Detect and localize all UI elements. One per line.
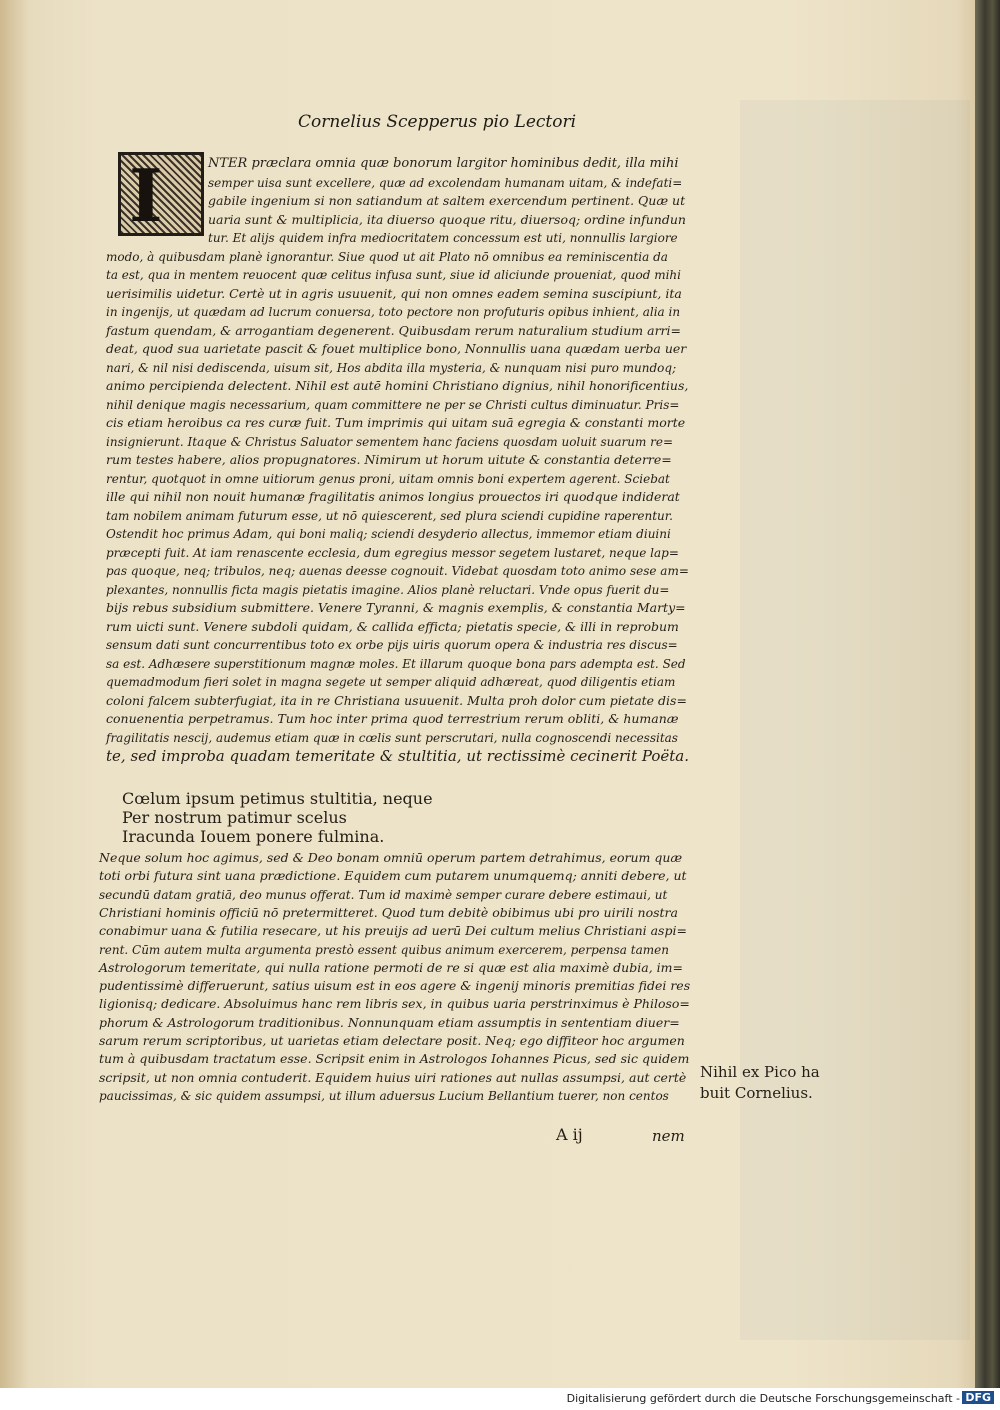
text-line: pas quoque, neq; tribulos, neq; auenas deesse cognouit. Videbat quosdam toto animo sese am= (106, 564, 689, 578)
text-line: rentur, quotquot in omne uitiorum genus proni, uitam omnis boni expertem agerent. Sciebat (106, 471, 670, 486)
margin-note (700, 1062, 820, 1104)
page-heading: Cornelius Scepperus pio Lectori (298, 112, 577, 132)
text-line: NTER præclara omnia quæ bonorum largitor hominibus dedit, illa mihi (208, 156, 679, 171)
text-line: modo, à quibusdam planè ignorantur. Siue quod ut ait Plato nō omnibus ea reminiscentia da (106, 249, 668, 264)
decorated-initial (118, 152, 204, 236)
text-line: Neque solum hoc agimus, sed & Deo bonam omniū operum partem detrahimus, eorum quæ (99, 850, 683, 865)
text-line: nihil denique magis necessarium, quam committere ne per se Christi cultus diminuatur. Pris= (106, 397, 680, 412)
text-line: conabimur uana & futilia resecare, ut his preuijs ad uerū Dei cultum melius Christiani aspi= (99, 923, 687, 939)
text-line: bijs rebus subsidium submittere. Venere Tyranni, & magnis exemplis, & constantia Marty= (106, 600, 686, 615)
text-line: pudentissimè differuerunt, satius uisum est in eos agere & ingenij minoris premitias fidei res (99, 978, 691, 994)
text-line: insignierunt. Itaque & Christus Saluator sementem hanc faciens quosdam uoluit suarum re= (106, 434, 674, 449)
initial-letter: I (129, 153, 163, 238)
text-line: conuenentia perpetramus. Tum hoc inter prima quod terrestrium rerum obliti, & humanæ (106, 711, 679, 726)
text-line: secundū datam gratiā, deo munus offerat. Tum id maximè semper curare debere estimaui, ut (99, 887, 668, 902)
signature-mark: A ij (556, 1125, 583, 1144)
margin-note-line: buit Cornelius. (700, 1084, 813, 1102)
text-line: tur. Et alijs quidem infra mediocritatem concessum est uti, nonnullis largiore (208, 231, 678, 245)
text-line: plexantes, nonnullis ficta magis pietatis imagine. Alios planè reluctari. Vnde opus fuerit du= (106, 582, 670, 597)
text-line: sarum rerum scriptoribus, ut uarietas etiam delectare posit. Neq; ego diffiteor hoc argumen (99, 1033, 685, 1048)
text-line: cis etiam heroibus ca res curæ fuit. Tum imprimis qui uitam suā egregia & constanti morte (106, 415, 686, 430)
catchword: nem (652, 1127, 685, 1145)
text-line: fastum quendam, & arrogantiam degenerent. Quibusdam rerum naturalium studium arri= (106, 322, 682, 338)
text-line: in ingenijs, ut quædam ad lucrum conuersa, toto pectore non profuturis opibus inhient, alia in (106, 305, 681, 319)
showthrough (740, 100, 970, 1340)
text-line: sensum dati sunt concurrentibus toto ex orbe pijs uiris quorum opera & industria res discus= (106, 638, 678, 652)
text-line: te, sed improba quadam temeritate & stultitia, ut rectissimè cecinerit Poëta. (106, 747, 690, 765)
verse-line: Per nostrum patimur scelus (122, 808, 347, 827)
text-line: rum uicti sunt. Venere subdoli quidam, & callida efficta; pietatis specie, & illi in reprobum (106, 618, 679, 634)
text-line: tum à quibusdam tractatum esse. Scripsit enim in Astrologos Iohannes Picus, sed sic quidem (99, 1051, 690, 1067)
text-line: toti orbi futura sint uana prædictione. Equidem cum putarem unumquemq; anniti debere, ut (99, 868, 687, 884)
text-line: fragilitatis nescij, audemus etiam quæ in cœlis sunt perscrutari, nulla cognoscendi necessitas (106, 730, 678, 745)
text-line: gabile ingenium si non satiandum at saltem exercendum pertinent. Quæ ut (208, 193, 686, 208)
book-spine (975, 0, 1000, 1388)
text-line: ille qui nihil non nouit humanæ fragilitatis animos longius prouectos iri quodque indiderat (106, 489, 680, 504)
text-line: paucissimas, & sic quidem assumpsi, ut illum aduersus Lucium Bellantium tuerer, non centos (99, 1088, 669, 1103)
verse-line: Iracunda Iouem ponere fulmina. (122, 827, 385, 846)
text-line: scripsit, ut non omnia contuderit. Equidem huius uiri rationes aut nullas assumpsi, aut certè (99, 1069, 687, 1085)
text-line: quemadmodum fieri solet in magna segete ut semper aliquid adhæreat, quod diligentis etiam (106, 675, 676, 689)
text-line: semper uisa sunt excellere, quæ ad excolendam humanam uitam, & indefati= (208, 175, 683, 190)
text-line: tam nobilem animam futurum esse, ut nō quiescerent, sed plura sciendi cupidine raperentur. (106, 508, 673, 523)
text-line: ligionisq; dedicare. Absoluimus hanc rem libris sex, in quibus uaria perstrinximus è Philoso= (99, 996, 690, 1012)
footer-credit: Digitalisierung gefördert durch die Deutsche Forschungsgemeinschaft - (566, 1392, 960, 1405)
text-line: deat, quod sua uarietate pascit & fouet multiplice bono, Nonnullis uana quædam uerba uer (106, 341, 687, 356)
text-line: rent. Cūm autem multa argumenta prestò essent quibus animum exercerem, perpensa tamen (99, 942, 669, 957)
text-line: animo percipienda delectent. Nihil est autē homini Christiano dignius, nihil honorificentius, (106, 378, 689, 393)
text-line: sa est. Adhæsere superstitionum magnæ moles. Et illarum quoque bona pars adempta est. Sed (106, 656, 686, 671)
text-line: Astrologorum temeritate, qui nulla ratione permoti de re si quæ est alia maximè dubia, im= (99, 959, 683, 975)
text-line: uerisimilis uidetur. Certè ut in agris usuuenit, qui non omnes eadem semina suscipiunt, ita (106, 285, 682, 301)
text-line: Christiani hominis officiū nō pretermitteret. Quod tum debitè obibimus ubi pro uirili nostra (99, 904, 678, 920)
text-line: nari, & nil nisi dediscenda, uisum sit, Hos abdita illa mysteria, & nunquam nisi puro mundoq; (106, 360, 677, 375)
text-line: uaria sunt & multiplicia, ita diuerso quoque ritu, diuersoq; ordine infundun (208, 211, 686, 227)
text-line: ta est, qua in mentem reuocent quæ celitus infusa sunt, siue id aliciunde proueniat, quod mihi (106, 268, 681, 282)
text-line: Ostendit hoc primus Adam, qui boni maliq; sciendi desyderio allectus, immemor etiam diuini (106, 527, 671, 541)
text-line: rum testes habere, alios propugnatores. Nimirum ut horum uitute & constantia deterre= (106, 452, 672, 467)
text-line: coloni falcem subterfugiat, ita in re Christiana usuuenit. Multa proh dolor cum pietate dis= (106, 692, 687, 708)
dfg-logo: DFG (962, 1391, 994, 1404)
text-line: phorum & Astrologorum traditionibus. Nonnunquam etiam assumptis in sententiam diuer= (99, 1014, 680, 1030)
footer-bar (0, 1388, 1000, 1410)
margin-note-line: Nihil ex Pico ha (700, 1063, 820, 1081)
verse-line: Cœlum ipsum petimus stultitia, neque (122, 789, 433, 808)
text-line: præcepti fuit. At iam renascente ecclesia, dum egregius messor segetem lustaret, neque lap= (106, 545, 679, 560)
